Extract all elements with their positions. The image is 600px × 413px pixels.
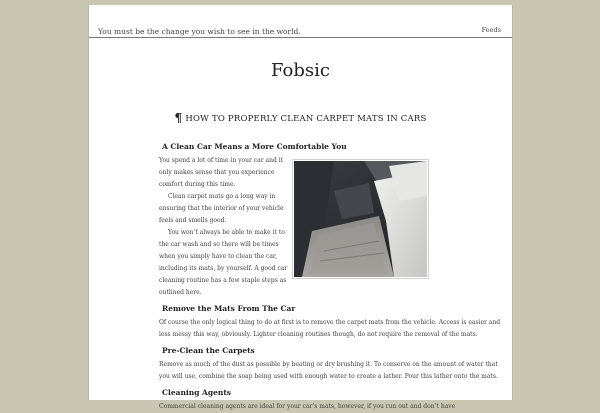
section-remove-mats	[159, 304, 505, 341]
section-heading: Remove the Mats From The Car	[162, 304, 296, 313]
section-heading: Cleaning Agents	[162, 388, 232, 397]
car-interior-image	[294, 161, 427, 277]
post-content	[159, 142, 505, 413]
page-container	[88, 5, 513, 410]
site-tagline: You must be the change you wish to see in the world.	[98, 27, 301, 36]
section-heading: A Clean Car Means a More Comfortable You	[162, 142, 347, 151]
post-title[interactable]	[89, 111, 512, 125]
header-bar	[89, 5, 512, 38]
section-cleaning-agents	[159, 388, 505, 413]
paragraph: Remove as much of the dust as possible by beating or dry brushing it. To conserve on the amount of water that you will use, combine the soap being used with enough water to create a lather. Pour this lather onto the mats.	[159, 361, 498, 380]
paragraph: Of course the only logical thing to do at first is to remove the carpet mats from the vehicle. Access is easier and less messy this way, obviously. Lighter cleaning routines though, do not require the removal of the mats.	[159, 319, 501, 338]
post-title-text[interactable]: HOW TO PROPERLY CLEAN CARPET MATS IN CARS	[185, 114, 427, 124]
intro-text	[159, 155, 289, 299]
section-pre-clean	[159, 346, 505, 383]
feeds-link[interactable]: Feeds	[481, 26, 501, 34]
section-heading: Pre-Clean the Carpets	[162, 346, 255, 355]
car-mat-photo	[292, 159, 429, 279]
paragraph: You won’t always be able to make it to the car wash and so there will be times when you simply have to clean the car, including its mats, by yourself. A good car cleaning routine has a few staple steps as outlined here.	[159, 229, 288, 296]
pilcrow-icon[interactable]: ¶	[174, 111, 183, 125]
paragraph: Clean carpet mats go a long way in ensuring that the interior of your vehicle feels and smells good.	[159, 193, 284, 224]
site-title[interactable]: Fobsic	[271, 60, 330, 81]
paragraph: You spend a lot of time in your car and it only makes sense that you experience comfort during this time.	[159, 157, 284, 188]
paragraph: Commercial cleaning agents are ideal for your car’s mats, however, if you run out and don’t have	[159, 403, 456, 410]
